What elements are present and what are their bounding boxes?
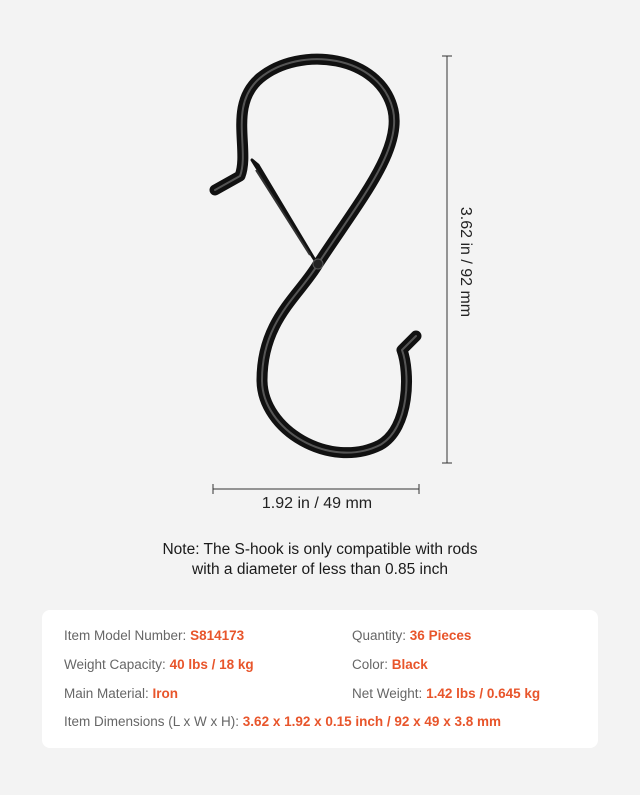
spec-material: [64, 686, 178, 701]
spec-net-weight-label: Net Weight:: [352, 686, 423, 701]
spec-quantity-label: Quantity:: [352, 628, 407, 643]
safety-latch: [252, 160, 316, 262]
spec-card: [42, 610, 598, 748]
spec-color-value: Black: [391, 657, 428, 672]
s-hook-body: [215, 59, 416, 453]
spec-quantity: [352, 628, 471, 643]
spec-material-label: Main Material:: [64, 686, 149, 701]
spec-model-value: S814173: [190, 628, 245, 643]
spec-capacity: [64, 657, 254, 672]
spec-item-dimensions: [64, 714, 501, 729]
note-line-2: with a diameter of less than 0.85 inch: [192, 561, 448, 578]
spec-capacity-value: 40 lbs / 18 kg: [169, 657, 254, 672]
spec-material-value: Iron: [152, 686, 179, 701]
note-line-1: Note: The S-hook is only compatible with rods: [162, 541, 478, 558]
width-dimension-label: 1.92 in / 49 mm: [261, 495, 373, 512]
spec-color: [352, 657, 428, 672]
spec-color-label: Color:: [352, 657, 389, 672]
height-dimension-label: 3.62 in / 92 mm: [457, 206, 474, 318]
spec-capacity-label: Weight Capacity:: [64, 657, 166, 672]
spec-quantity-value: 36 Pieces: [409, 628, 472, 643]
spec-model-label: Item Model Number:: [64, 628, 187, 643]
compatibility-note: [0, 540, 640, 580]
safety-latch-inner: [256, 170, 310, 255]
latch-rivet: [313, 259, 323, 269]
spec-item-dimensions-label: Item Dimensions (L x W x H):: [64, 714, 240, 729]
spec-model: [64, 628, 244, 643]
spec-item-dimensions-value: 3.62 x 1.92 x 0.15 inch / 92 x 49 x 3.8 mm: [242, 714, 501, 729]
spec-net-weight: [352, 686, 540, 701]
spec-net-weight-value: 1.42 lbs / 0.645 kg: [426, 686, 541, 701]
